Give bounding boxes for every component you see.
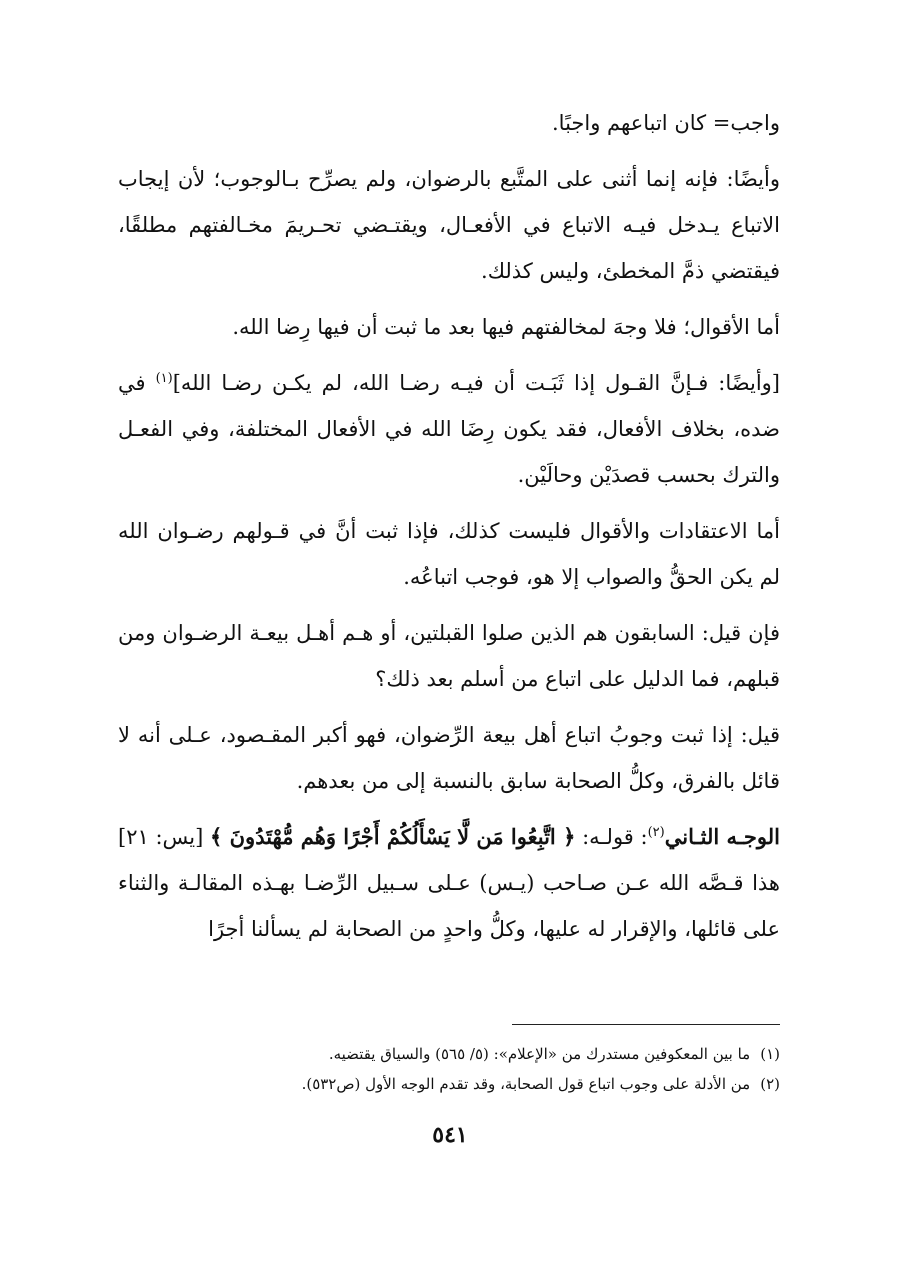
heading-intro: : قولـه: — [575, 825, 648, 849]
footnote-text-1: ما بين المعكوفين مستدرك من «الإعلام»: (٥/ ٥٦٥) والسياق يقتضيه. — [328, 1045, 751, 1063]
footnote-number-1: (١) — [760, 1045, 780, 1063]
footnote-ref-1: (١) — [155, 371, 173, 386]
footnote-2 — [118, 1070, 780, 1098]
section-heading: الوجـه الثـاني — [664, 824, 780, 849]
paragraph-4-rest: في ضده، بخلاف الأفعال، فقد يكون رِضَا الله في الأفعال المختلفة، وفي الفعـل والترك بحسب قصدَيْن وحالَيْن. — [118, 371, 780, 487]
footnote-1 — [118, 1040, 780, 1068]
main-text — [118, 100, 780, 952]
paragraph-7: قيل: إذا ثبت وجوبُ اتباع أهل بيعة الرِّضوان، فهو أكبر المقـصود، عـلى أنه لا قائل بالفرق، وكلُّ الصحابة سابق بالنسبة إلى من بعدهم. — [118, 723, 780, 793]
footnote-text-2: من الأدلة على وجوب اتباع قول الصحابة، وقد تقدم الوجه الأول (ص٥٣٢). — [301, 1075, 751, 1093]
footnote-ref-2: (٢) — [647, 825, 665, 840]
paragraph-4 — [118, 360, 780, 498]
footnotes — [118, 1040, 780, 1100]
page-number: ٥٤١ — [432, 1122, 468, 1148]
bracketed-insertion: [وأيضًا: فـإنَّ القـول إذا ثَبَـت أن فيـه رضـا الله، لم يكـن رضـا الله] — [172, 371, 780, 395]
paragraph-2: وأيضًا: فإنه إنما أثنى على المتَّبع بالرضوان، ولم يصرِّح بـالوجوب؛ لأن إيجاب الاتباع يـدخل فيـه الاتباع في الأفعـال، ويقتـضي تحـريمَ مخـالفتهم مطلقًا، فيقتضي ذمَّ المخطئ، وليس كذلك. — [118, 167, 780, 283]
footnote-number-2: (٢) — [760, 1075, 780, 1093]
quran-verse: ﴿ اتَّبِعُوا مَن لَّا يَسْأَلُكُمْ أَجْرًا وَهُم مُّهْتَدُونَ ﴾ — [210, 824, 576, 849]
footnote-separator — [512, 1024, 780, 1025]
paragraph-8-rest: [يس: ٢١] هذا قـصَّه الله عـن صـاحب (يـس) عـلى سـبيل الرِّضـا بهـذه المقالـة والثناء على قائلها، والإقرار له عليها، وكلُّ واحدٍ من الصحابة لم يسألنا أجرًا — [118, 825, 780, 941]
paragraph-8 — [118, 814, 780, 952]
paragraph-5: أما الاعتقادات والأقوال فليست كذلك، فإذا ثبت أنَّ في قـولهم رضـوان الله لم يكن الحقُّ والصواب إلا هو، فوجب اتباعُه. — [118, 519, 780, 589]
paragraph-3: أما الأقوال؛ فلا وجهَ لمخالفتهم فيها بعد ما ثبت أن فيها رِضا الله. — [232, 315, 780, 339]
paragraph-6: فإن قيل: السابقون هم الذين صلوا القبلتين، أو هـم أهـل بيعـة الرضـوان ومن قبلهم، فما الدليل على اتباع من أسلم بعد ذلك؟ — [118, 621, 780, 691]
paragraph-1: واجب= كان اتباعهم واجبًا. — [552, 111, 780, 135]
